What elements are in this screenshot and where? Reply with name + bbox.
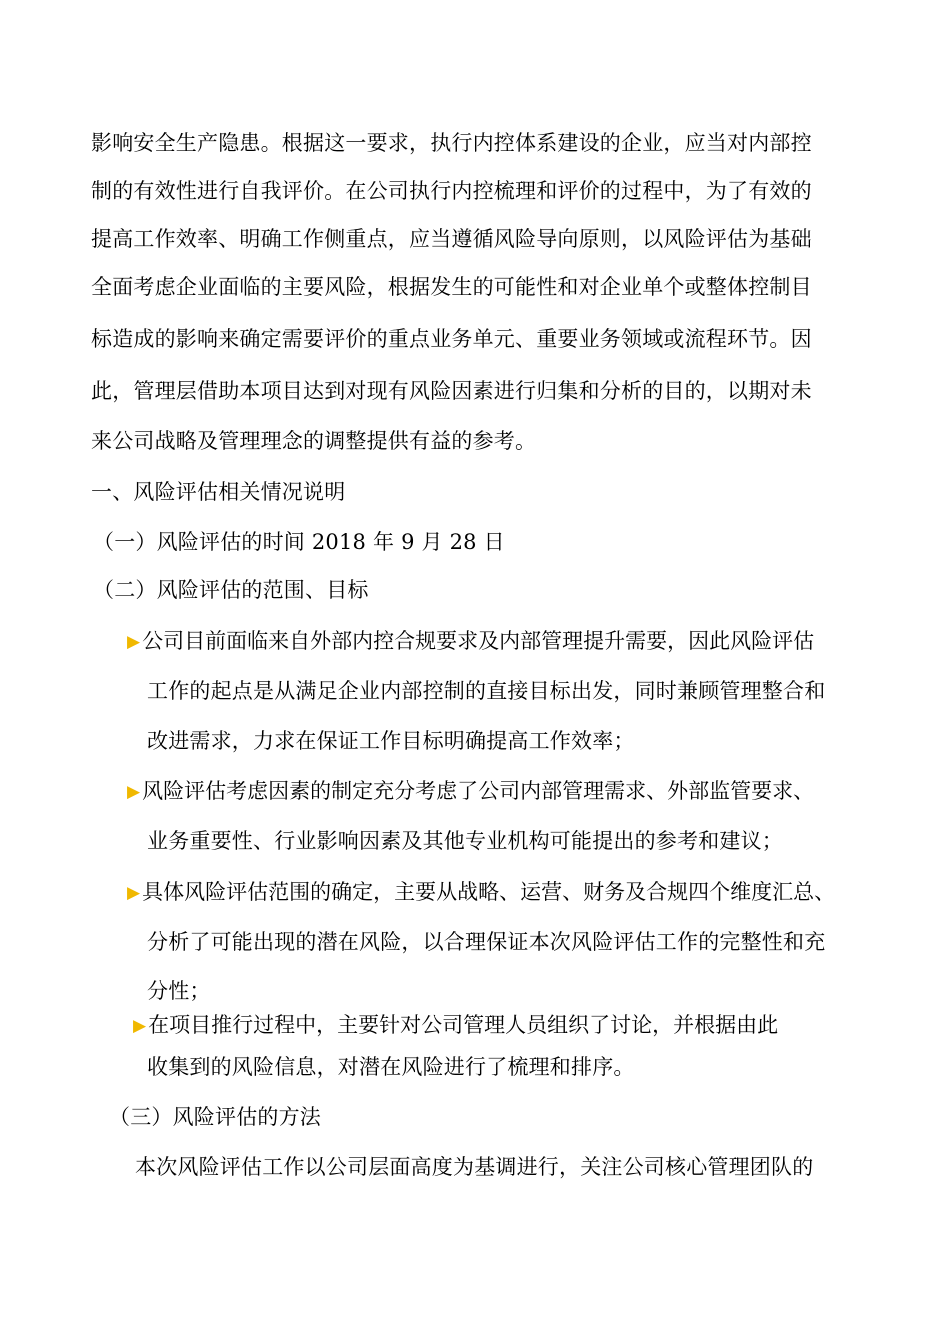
- triangle-bullet-icon: ▶: [127, 632, 141, 652]
- paragraph-line: 此，管理层借助本项目达到对现有风险因素进行归集和分析的目的，以期对未: [91, 379, 812, 403]
- bullet-continuation: 改进需求，力求在保证工作目标明确提高工作效率；: [147, 729, 635, 753]
- bullet-continuation: 工作的起点是从满足企业内部控制的直接目标出发，同时兼顾管理整合和: [147, 679, 826, 703]
- paragraph-line: 来公司战略及管理理念的调整提供有益的参考。: [91, 429, 537, 453]
- paragraph-line: 制的有效性进行自我评价。在公司执行内控梳理和评价的过程中，为了有效的: [91, 179, 812, 203]
- paragraph-line: 标造成的影响来确定需要评价的重点业务单元、重要业务领域或流程环节。因: [91, 327, 812, 351]
- triangle-bullet-icon: ▶: [127, 782, 141, 802]
- bullet-text: 公司目前面临来自外部内控合规要求及内部管理提升需要，因此风险评估: [142, 629, 815, 653]
- bullet-text: 风险评估考虑因素的制定充分考虑了公司内部管理需求、外部监管要求、: [142, 779, 815, 803]
- bullet-continuation: 业务重要性、行业影响因素及其他专业机构可能提出的参考和建议；: [147, 829, 783, 853]
- bullet-item: [127, 627, 814, 657]
- paragraph-line: 影响安全生产隐患。根据这一要求，执行内控体系建设的企业，应当对内部控: [91, 131, 812, 155]
- bullet-item: [133, 1011, 778, 1041]
- bullet-continuation: 分性；: [147, 979, 211, 1003]
- bullet-continuation: 收集到的风险信息，对潜在风险进行了梳理和排序。: [147, 1055, 635, 1079]
- paragraph-line: 本次风险评估工作以公司层面高度为基调进行，关注公司核心管理团队的: [135, 1155, 814, 1179]
- subsection-heading: （二）风险评估的范围、目标: [93, 578, 369, 602]
- bullet-item: [127, 878, 835, 908]
- bullet-item: [127, 777, 814, 807]
- section-heading: 一、风险评估相关情况说明: [91, 480, 346, 504]
- bullet-text: 具体风险评估范围的确定，主要从战略、运营、财务及合规四个维度汇总、: [142, 880, 836, 904]
- subsection-heading: （一）风险评估的时间 2018 年 9 月 28 日: [93, 530, 505, 554]
- paragraph-line: 提高工作效率、明确工作侧重点，应当遵循风险导向原则，以风险评估为基础: [91, 227, 812, 251]
- triangle-bullet-icon: ▶: [133, 1016, 147, 1036]
- bullet-continuation: 分析了可能出现的潜在风险，以合理保证本次风险评估工作的完整性和充: [147, 930, 826, 954]
- subsection-heading: （三）风险评估的方法: [109, 1105, 321, 1129]
- triangle-bullet-icon: ▶: [127, 883, 141, 903]
- bullet-text: 在项目推行过程中，主要针对公司管理人员组织了讨论，并根据由此: [148, 1013, 779, 1037]
- paragraph-line: 全面考虑企业面临的主要风险，根据发生的可能性和对企业单个或整体控制目: [91, 275, 812, 299]
